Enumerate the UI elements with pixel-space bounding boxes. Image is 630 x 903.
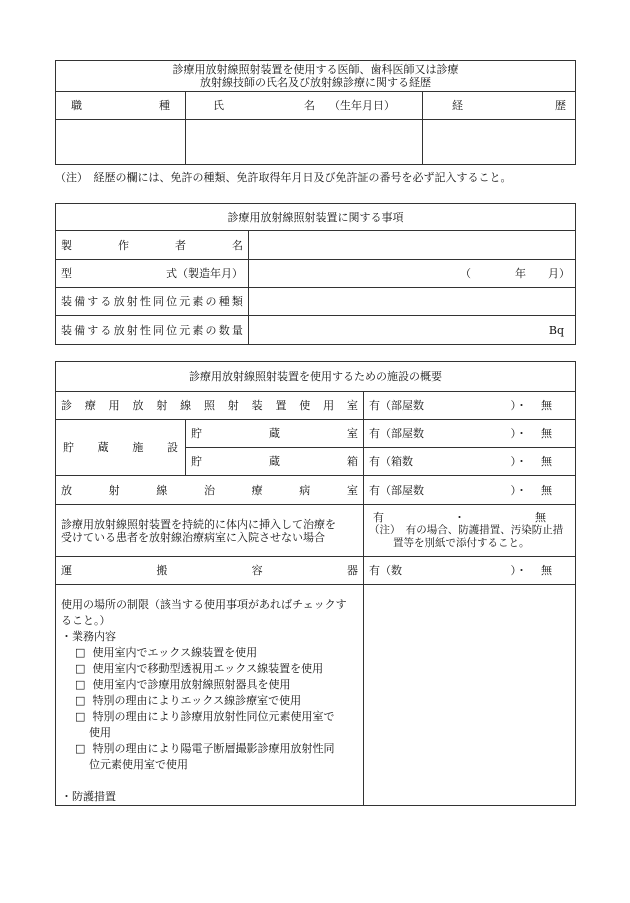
isotope-quantity-field[interactable]: Bq: [249, 316, 576, 345]
non-admission-field[interactable]: 有 ・ 無 （注） 有の場合、防護措置、汚染防止措 置等を別紙で添付すること。: [364, 505, 576, 557]
treatment-ward-label: 放 射 線 治 療 病 室: [56, 476, 364, 505]
checkbox-icon[interactable]: □: [75, 710, 86, 723]
model-field[interactable]: （ 年 月）: [249, 260, 576, 288]
physician-table-title: 診療用放射線照射装置を使用する医師、歯科医師又は診療 放射線技師の氏名及び放射線診療に関する経歴: [56, 61, 576, 92]
storage-room-field[interactable]: 有（部屋数 ）・ 無: [364, 420, 576, 448]
model-label: 型 式（製造年月）: [56, 260, 249, 288]
header-name: 氏 名 （生年月日）: [186, 92, 423, 120]
device-table-title: 診療用放射線照射装置に関する事項: [56, 204, 576, 231]
storage-facility-label: 貯 蔵 施 設: [56, 420, 186, 476]
checkbox-icon[interactable]: □: [75, 678, 86, 691]
job-cell[interactable]: [56, 120, 186, 165]
isotope-type-field[interactable]: [249, 288, 576, 316]
checkbox-icon[interactable]: □: [75, 742, 86, 755]
business-heading: ・業務内容: [61, 630, 116, 643]
career-cell[interactable]: [423, 120, 576, 165]
isotope-type-label: 装 備 す る 放 射 性 同 位 元 素 の 種 類: [56, 288, 249, 316]
treatment-ward-field[interactable]: 有（部屋数 ）・ 無: [364, 476, 576, 505]
item-6[interactable]: □ 特別の理由により陽電子断層撮影診療用放射性同: [75, 742, 335, 755]
item-2[interactable]: □ 使用室内で移動型透視用エックス線装置を使用: [75, 662, 324, 675]
career-note: （注） 経歴の欄には、免許の種類、免許取得年月日及び免許証の番号を必ず記入すること。: [55, 171, 512, 184]
checkbox-icon[interactable]: □: [75, 646, 86, 659]
header-job: 職 種: [56, 92, 186, 120]
transport-container-label: 運 搬 容 器: [56, 557, 364, 585]
isotope-quantity-label: 装 備 す る 放 射 性 同 位 元 素 の 数 量: [56, 316, 249, 345]
manufacturer-label: 製 作 者 名: [56, 231, 249, 260]
usage-room-field[interactable]: 有（部屋数 ）・ 無: [364, 392, 576, 420]
item-3[interactable]: □ 使用室内で診療用放射線照射器具を使用: [75, 678, 291, 691]
usage-room-label: 診 療 用 放 射 線 照 射 装 置 使 用 室: [56, 392, 364, 420]
header-career: 経 歴: [423, 92, 576, 120]
transport-container-field[interactable]: 有（数 ）・ 無: [364, 557, 576, 585]
device-table: [55, 203, 576, 345]
name-cell[interactable]: [186, 120, 423, 165]
facility-table-title: 診療用放射線照射装置を使用するための施設の概要: [56, 362, 576, 392]
non-admission-label: 診療用放射線照射装置を持続的に体内に挿入して治療を 受けている患者を放射線治療病室に入院させない場合: [56, 505, 364, 557]
storage-room-label: 貯 蔵 室: [186, 420, 364, 448]
item-4[interactable]: □ 特別の理由によりエックス線診療室で使用: [75, 694, 302, 707]
item-5[interactable]: □ 特別の理由により診療用放射性同位元素使用室で: [75, 710, 335, 723]
physician-table: [55, 60, 576, 165]
protection-heading: ・防護措置: [61, 790, 116, 803]
facility-table: [55, 361, 576, 806]
item-1[interactable]: □ 使用室内でエックス線装置を使用: [75, 646, 258, 659]
usage-restriction-cell: 使用の場所の制限（該当する使用事項があればチェックす ること。） ・業務内容 □ 使用室内でエックス線装置を使用 □ 使用室内で移動型透視用エックス線装置を使用 □ 使用室内で診療用放射線照射器具を使用 □ 特別の理由によりエックス線診療室で使用 □ 特別の理由により診療用放射性同位元素使用室で 使用 □ 特別の理由により陽電子断層撮影診療用放射性同 位元素使用室で使用 ・防護措置: [56, 585, 364, 806]
storage-box-label: 貯 蔵 箱: [186, 448, 364, 476]
checkbox-icon[interactable]: □: [75, 694, 86, 707]
usage-restriction-field[interactable]: [364, 585, 576, 806]
storage-box-field[interactable]: 有（箱数 ）・ 無: [364, 448, 576, 476]
manufacturer-field[interactable]: [249, 231, 576, 260]
checkbox-icon[interactable]: □: [75, 662, 86, 675]
